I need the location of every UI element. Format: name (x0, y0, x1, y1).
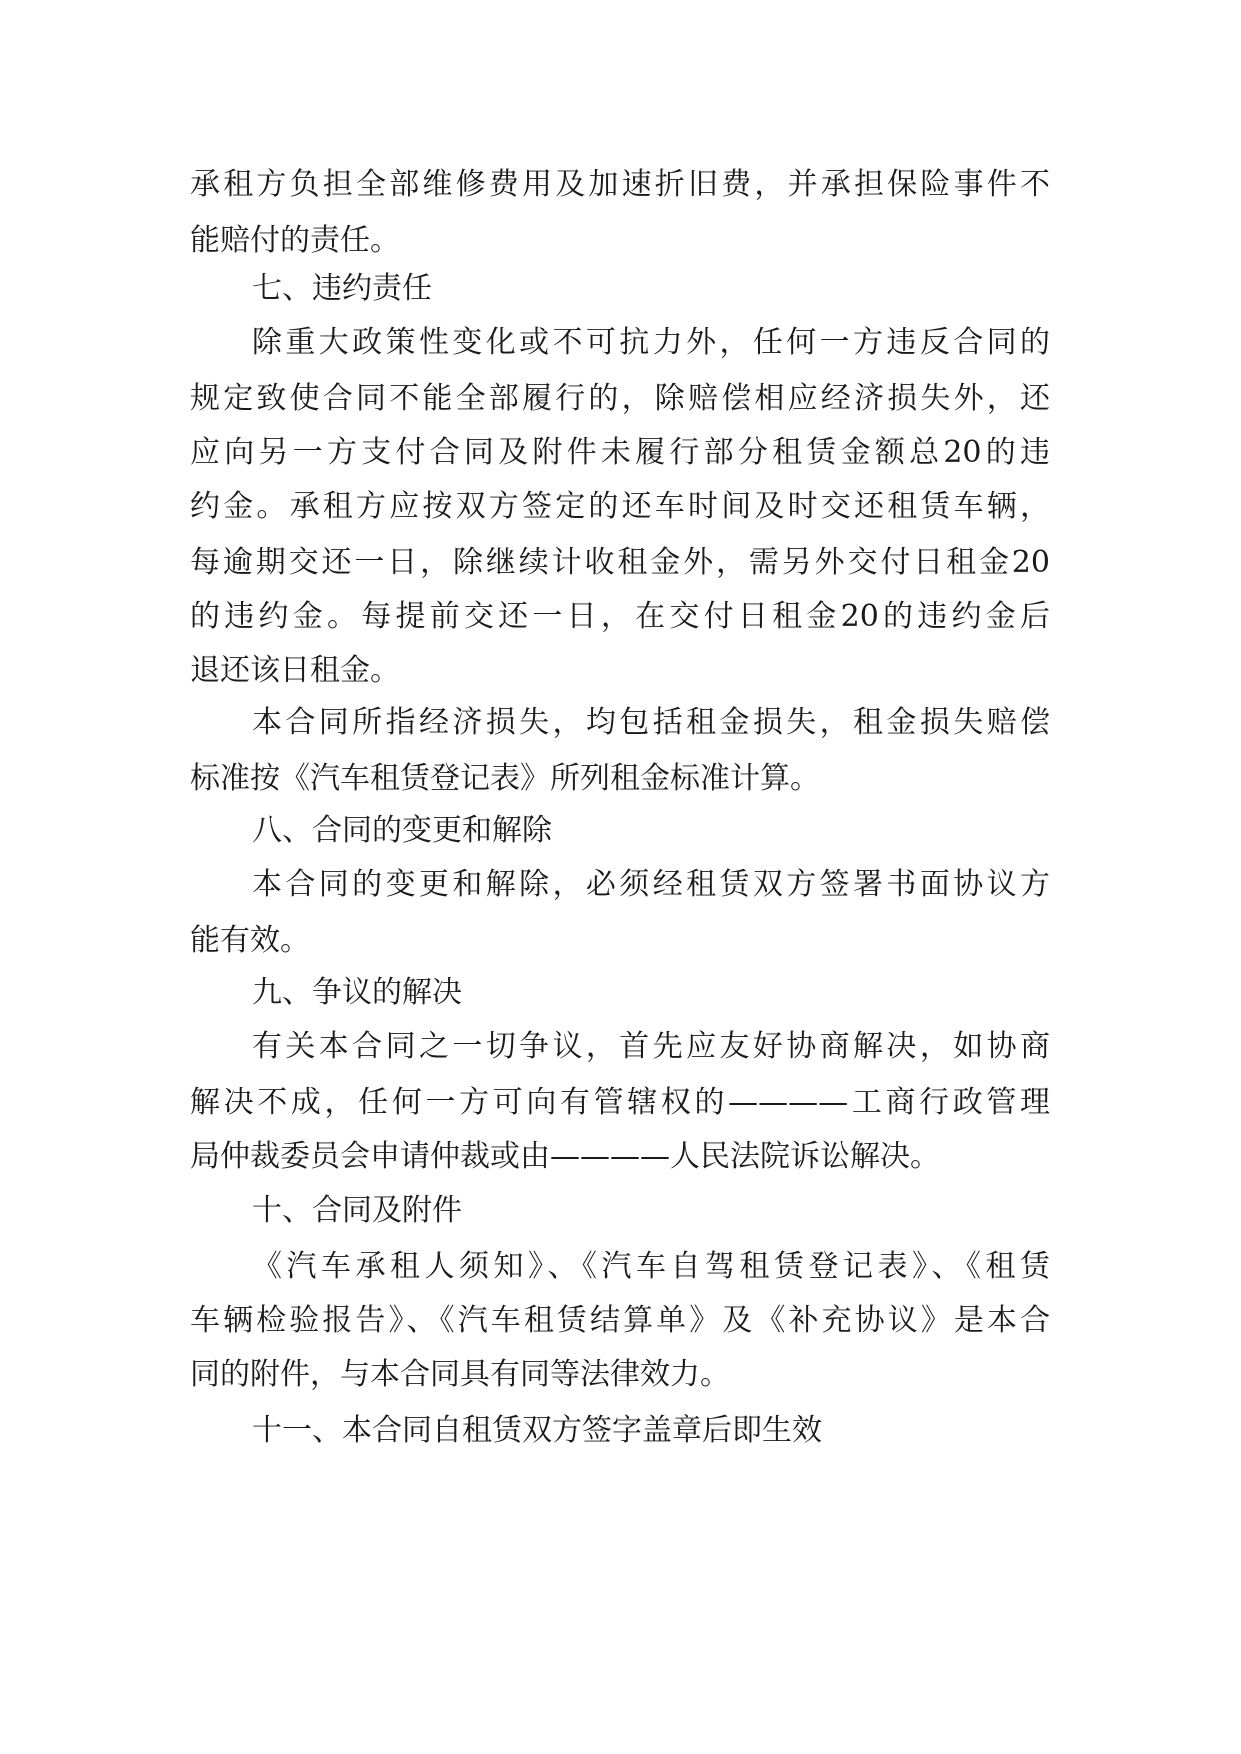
body-line: 同的附件，与本合同具有同等法律效力。 (190, 1357, 730, 1392)
body-line: 退还该日租金。 (190, 653, 400, 688)
section-heading-8: 八、合同的变更和解除 (252, 813, 552, 848)
body-line: 解决不成，任何一方可向有管辖权的————工商行政管理 (190, 1085, 1050, 1120)
body-line: 本合同所指经济损失，均包括租金损失，租金损失赔偿 (252, 705, 1050, 740)
body-line: 承租方负担全部维修费用及加速折旧费，并承担保险事件不 (190, 167, 1050, 202)
body-line: 车辆检验报告》、《汽车租赁结算单》及《补充协议》是本合 (190, 1303, 1050, 1338)
body-line: 标准按《汽车租赁登记表》所列租金标准计算。 (190, 761, 820, 796)
body-line: 能赔付的责任。 (190, 223, 400, 258)
body-line: 本合同的变更和解除，必须经租赁双方签署书面协议方 (252, 867, 1050, 902)
section-heading-7: 七、违约责任 (252, 271, 432, 306)
section-heading-9: 九、争议的解决 (252, 975, 462, 1010)
body-line: 局仲裁委员会申请仲裁或由————人民法院诉讼解决。 (190, 1139, 940, 1174)
section-heading-11: 十一、本合同自租赁双方签字盖章后即生效 (252, 1413, 822, 1448)
body-line: 应向另一方支付合同及附件未履行部分租赁金额总20的违 (190, 435, 1050, 470)
body-line: 规定致使合同不能全部履行的，除赔偿相应经济损失外，还 (190, 381, 1050, 416)
body-line: 每逾期交还一日，除继续计收租金外，需另外交付日租金20 (190, 545, 1050, 580)
body-line: 《汽车承租人须知》、《汽车自驾租赁登记表》、《租赁 (252, 1249, 1050, 1284)
body-line: 除重大政策性变化或不可抗力外，任何一方违反合同的 (252, 325, 1050, 360)
body-line: 有关本合同之一切争议，首先应友好协商解决，如协商 (252, 1029, 1050, 1064)
body-line: 能有效。 (190, 923, 310, 958)
body-line: 的违约金。每提前交还一日，在交付日租金20的违约金后 (190, 599, 1050, 634)
body-line: 约金。承租方应按双方签定的还车时间及时交还租赁车辆， (190, 489, 1050, 524)
section-heading-10: 十、合同及附件 (252, 1193, 462, 1228)
